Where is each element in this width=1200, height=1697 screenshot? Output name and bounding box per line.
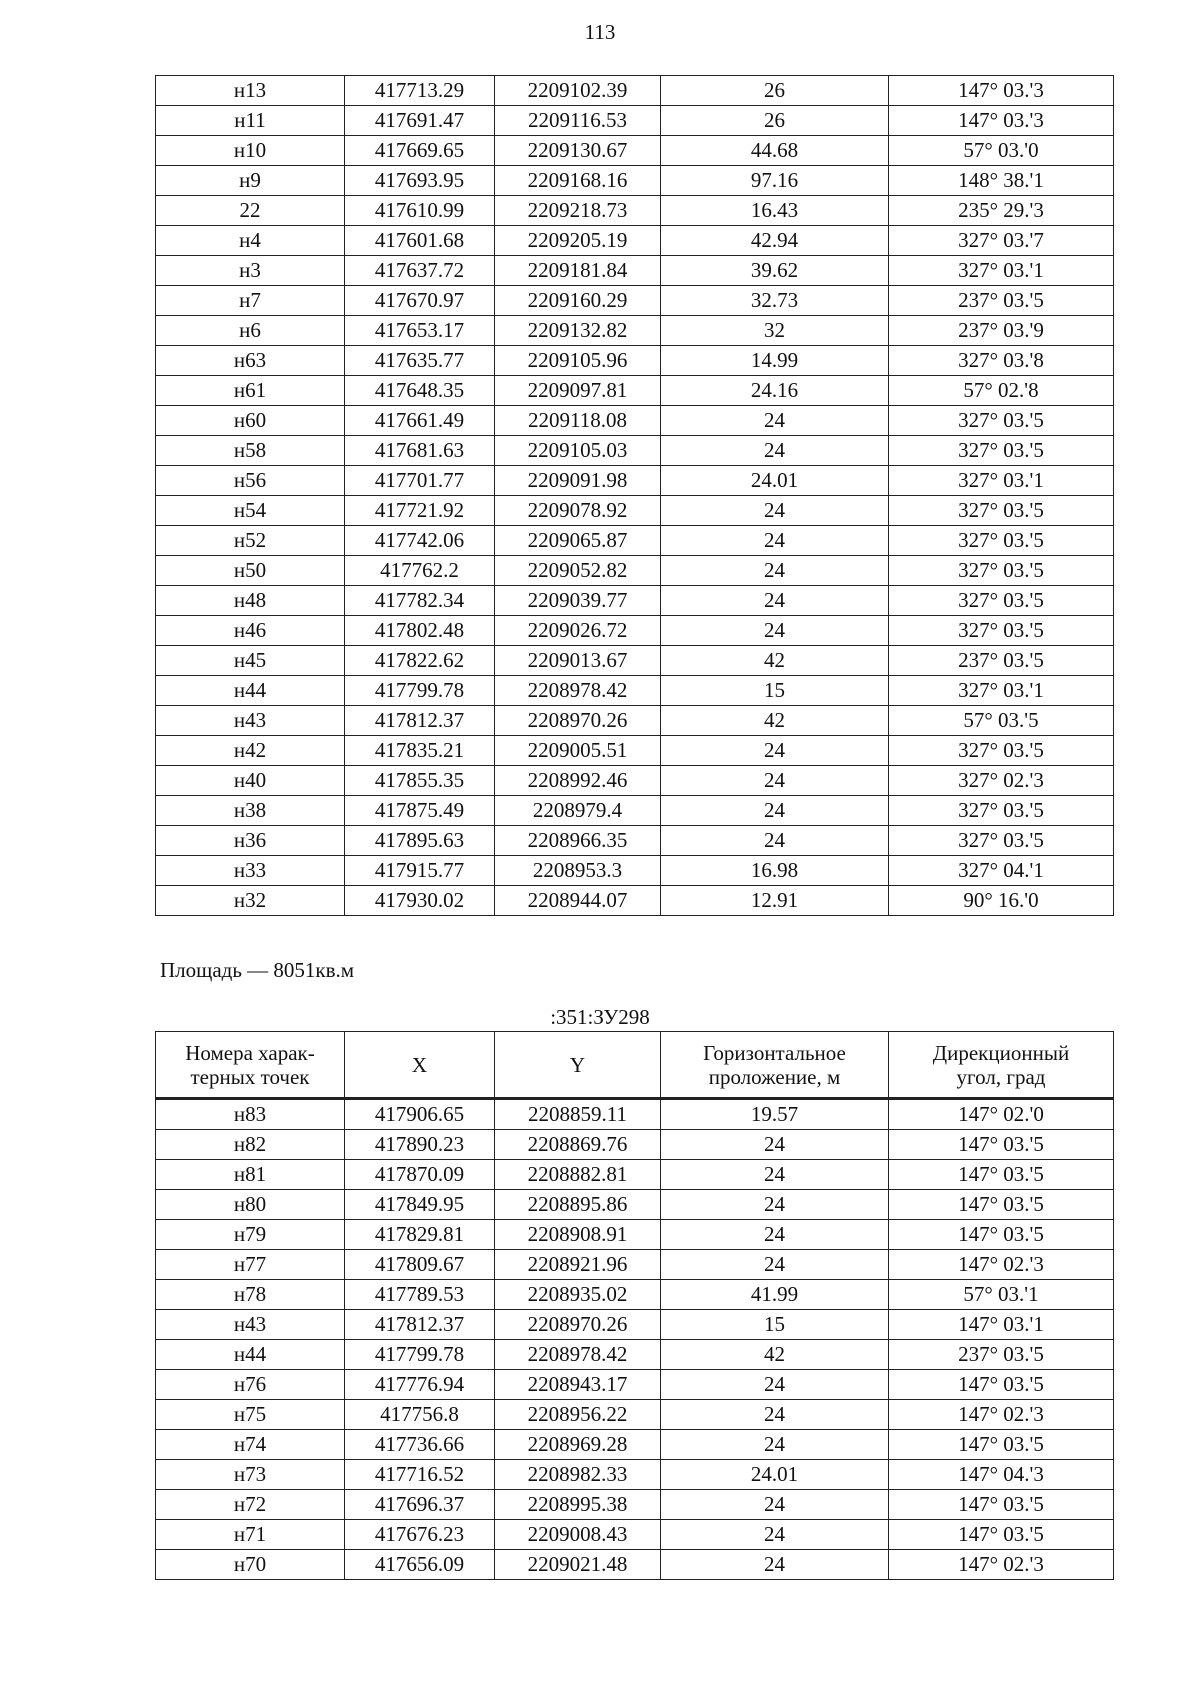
y-coordinate-cell: 2208992.46	[495, 766, 661, 796]
table-row	[156, 1400, 1114, 1430]
y-coordinate-cell: 2208859.11	[495, 1099, 661, 1130]
y-coordinate-cell: 2209097.81	[495, 376, 661, 406]
point-number-cell: н74	[156, 1430, 345, 1460]
horizontal-distance-cell: 24	[661, 616, 889, 646]
coordinates-table-body	[156, 76, 1114, 916]
x-coordinate-cell: 417670.97	[345, 286, 495, 316]
y-coordinate-cell: 2209105.03	[495, 436, 661, 466]
table-row	[156, 556, 1114, 586]
direction-angle-cell: 147° 03.'5	[889, 1130, 1114, 1160]
horizontal-distance-cell: 24.01	[661, 466, 889, 496]
x-coordinate-cell: 417776.94	[345, 1370, 495, 1400]
x-coordinate-cell: 417849.95	[345, 1190, 495, 1220]
horizontal-distance-cell: 42.94	[661, 226, 889, 256]
table-row	[156, 616, 1114, 646]
table-row	[156, 1220, 1114, 1250]
point-number-cell: н72	[156, 1490, 345, 1520]
x-coordinate-cell: 417812.37	[345, 1310, 495, 1340]
point-number-cell: н58	[156, 436, 345, 466]
table-row	[156, 1460, 1114, 1490]
point-number-cell: н83	[156, 1099, 345, 1130]
point-number-cell: н3	[156, 256, 345, 286]
horizontal-distance-cell: 24	[661, 1250, 889, 1280]
direction-angle-cell: 327° 02.'3	[889, 766, 1114, 796]
y-coordinate-cell: 2208979.4	[495, 796, 661, 826]
point-number-cell: н46	[156, 616, 345, 646]
direction-angle-cell: 237° 03.'9	[889, 316, 1114, 346]
horizontal-distance-cell: 26	[661, 106, 889, 136]
y-coordinate-cell: 2209008.43	[495, 1520, 661, 1550]
direction-angle-cell: 57° 03.'1	[889, 1280, 1114, 1310]
x-coordinate-cell: 417930.02	[345, 886, 495, 916]
horizontal-distance-cell: 24	[661, 1550, 889, 1580]
table-row	[156, 316, 1114, 346]
coordinates-table-body	[156, 1099, 1114, 1580]
table-row	[156, 766, 1114, 796]
table-row	[156, 1430, 1114, 1460]
horizontal-distance-cell: 24	[661, 406, 889, 436]
horizontal-distance-cell: 24	[661, 436, 889, 466]
table-row	[156, 376, 1114, 406]
point-number-cell: н50	[156, 556, 345, 586]
table-row	[156, 676, 1114, 706]
header-row	[156, 1032, 1114, 1099]
coordinates-table-zu298	[155, 1031, 1114, 1580]
y-coordinate-cell: 2208970.26	[495, 706, 661, 736]
point-number-cell: н76	[156, 1370, 345, 1400]
y-coordinate-cell: 2208869.76	[495, 1130, 661, 1160]
direction-angle-cell: 327° 03.'5	[889, 586, 1114, 616]
point-number-cell: н71	[156, 1520, 345, 1550]
y-coordinate-cell: 2208943.17	[495, 1370, 661, 1400]
horizontal-distance-cell: 32.73	[661, 286, 889, 316]
table-row	[156, 1280, 1114, 1310]
direction-angle-cell: 327° 03.'5	[889, 556, 1114, 586]
table-row	[156, 1550, 1114, 1580]
y-coordinate-cell: 2208935.02	[495, 1280, 661, 1310]
direction-angle-cell: 147° 02.'0	[889, 1099, 1114, 1130]
table-row	[156, 346, 1114, 376]
table-row	[156, 466, 1114, 496]
direction-angle-cell: 148° 38.'1	[889, 166, 1114, 196]
horizontal-distance-cell: 24	[661, 1400, 889, 1430]
point-number-cell: н11	[156, 106, 345, 136]
x-coordinate-cell: 417789.53	[345, 1280, 495, 1310]
x-coordinate-cell: 417829.81	[345, 1220, 495, 1250]
x-coordinate-cell: 417809.67	[345, 1250, 495, 1280]
header-y: Y	[495, 1032, 661, 1099]
direction-angle-cell: 147° 03.'5	[889, 1430, 1114, 1460]
horizontal-distance-cell: 24	[661, 736, 889, 766]
y-coordinate-cell: 2208953.3	[495, 856, 661, 886]
horizontal-distance-cell: 42	[661, 1340, 889, 1370]
horizontal-distance-cell: 24	[661, 1220, 889, 1250]
direction-angle-cell: 147° 02.'3	[889, 1550, 1114, 1580]
horizontal-distance-cell: 24	[661, 556, 889, 586]
point-number-cell: н6	[156, 316, 345, 346]
table-row	[156, 1310, 1114, 1340]
point-number-cell: н61	[156, 376, 345, 406]
y-coordinate-cell: 2209005.51	[495, 736, 661, 766]
point-number-cell: н4	[156, 226, 345, 256]
horizontal-distance-cell: 15	[661, 1310, 889, 1340]
area-note: Площадь — 8051кв.м	[160, 958, 355, 982]
point-number-cell: н13	[156, 76, 345, 106]
point-number-cell: н80	[156, 1190, 345, 1220]
table-row	[156, 1520, 1114, 1550]
point-number-cell: н48	[156, 586, 345, 616]
table-row	[156, 1490, 1114, 1520]
point-number-cell: н43	[156, 706, 345, 736]
table-row	[156, 1370, 1114, 1400]
header-x: X	[345, 1032, 495, 1099]
y-coordinate-cell: 2209118.08	[495, 406, 661, 436]
x-coordinate-cell: 417635.77	[345, 346, 495, 376]
horizontal-distance-cell: 41.99	[661, 1280, 889, 1310]
horizontal-distance-cell: 39.62	[661, 256, 889, 286]
x-coordinate-cell: 417812.37	[345, 706, 495, 736]
horizontal-distance-cell: 24	[661, 796, 889, 826]
table-row	[156, 436, 1114, 466]
direction-angle-cell: 57° 03.'0	[889, 136, 1114, 166]
x-coordinate-cell: 417637.72	[345, 256, 495, 286]
direction-angle-cell: 327° 04.'1	[889, 856, 1114, 886]
y-coordinate-cell: 2209116.53	[495, 106, 661, 136]
header-point-number-line2: терных точек	[190, 1064, 310, 1089]
point-number-cell: н54	[156, 496, 345, 526]
x-coordinate-cell: 417716.52	[345, 1460, 495, 1490]
direction-angle-cell: 327° 03.'1	[889, 466, 1114, 496]
direction-angle-cell: 327° 03.'1	[889, 256, 1114, 286]
point-number-cell: н38	[156, 796, 345, 826]
horizontal-distance-cell: 16.43	[661, 196, 889, 226]
x-coordinate-cell: 417742.06	[345, 526, 495, 556]
y-coordinate-cell: 2209205.19	[495, 226, 661, 256]
x-coordinate-cell: 417701.77	[345, 466, 495, 496]
horizontal-distance-cell: 42	[661, 646, 889, 676]
horizontal-distance-cell: 24.16	[661, 376, 889, 406]
y-coordinate-cell: 2209013.67	[495, 646, 661, 676]
x-coordinate-cell: 417676.23	[345, 1520, 495, 1550]
direction-angle-cell: 327° 03.'5	[889, 526, 1114, 556]
horizontal-distance-cell: 12.91	[661, 886, 889, 916]
point-number-cell: н44	[156, 1340, 345, 1370]
y-coordinate-cell: 2209026.72	[495, 616, 661, 646]
x-coordinate-cell: 417691.47	[345, 106, 495, 136]
x-coordinate-cell: 417610.99	[345, 196, 495, 226]
table-row	[156, 1190, 1114, 1220]
direction-angle-cell: 327° 03.'5	[889, 436, 1114, 466]
table-row	[156, 76, 1114, 106]
y-coordinate-cell: 2209168.16	[495, 166, 661, 196]
point-number-cell: н9	[156, 166, 345, 196]
table-row	[156, 166, 1114, 196]
table-row	[156, 136, 1114, 166]
horizontal-distance-cell: 24	[661, 496, 889, 526]
table-row	[156, 406, 1114, 436]
direction-angle-cell: 147° 03.'5	[889, 1190, 1114, 1220]
x-coordinate-cell: 417601.68	[345, 226, 495, 256]
y-coordinate-cell: 2208956.22	[495, 1400, 661, 1430]
direction-angle-cell: 237° 03.'5	[889, 1340, 1114, 1370]
x-coordinate-cell: 417762.2	[345, 556, 495, 586]
horizontal-distance-cell: 26	[661, 76, 889, 106]
y-coordinate-cell: 2208966.35	[495, 826, 661, 856]
x-coordinate-cell: 417656.09	[345, 1550, 495, 1580]
x-coordinate-cell: 417822.62	[345, 646, 495, 676]
point-number-cell: н60	[156, 406, 345, 436]
y-coordinate-cell: 2209102.39	[495, 76, 661, 106]
x-coordinate-cell: 417756.8	[345, 1400, 495, 1430]
direction-angle-cell: 147° 02.'3	[889, 1400, 1114, 1430]
horizontal-distance-cell: 97.16	[661, 166, 889, 196]
y-coordinate-cell: 2208882.81	[495, 1160, 661, 1190]
table-row	[156, 886, 1114, 916]
horizontal-distance-cell: 15	[661, 676, 889, 706]
table-row	[156, 826, 1114, 856]
horizontal-distance-cell: 24	[661, 826, 889, 856]
point-number-cell: н10	[156, 136, 345, 166]
direction-angle-cell: 327° 03.'5	[889, 496, 1114, 526]
direction-angle-cell: 327° 03.'1	[889, 676, 1114, 706]
point-number-cell: н44	[156, 676, 345, 706]
y-coordinate-cell: 2209078.92	[495, 496, 661, 526]
point-number-cell: н33	[156, 856, 345, 886]
direction-angle-cell: 147° 03.'5	[889, 1490, 1114, 1520]
point-number-cell: н52	[156, 526, 345, 556]
direction-angle-cell: 327° 03.'5	[889, 616, 1114, 646]
x-coordinate-cell: 417915.77	[345, 856, 495, 886]
point-number-cell: н79	[156, 1220, 345, 1250]
table-header	[156, 1032, 1114, 1099]
table-row	[156, 196, 1114, 226]
x-coordinate-cell: 417855.35	[345, 766, 495, 796]
x-coordinate-cell: 417906.65	[345, 1099, 495, 1130]
x-coordinate-cell: 417799.78	[345, 676, 495, 706]
point-number-cell: 22	[156, 196, 345, 226]
point-number-cell: н82	[156, 1130, 345, 1160]
x-coordinate-cell: 417875.49	[345, 796, 495, 826]
table-row	[156, 496, 1114, 526]
point-number-cell: н42	[156, 736, 345, 766]
x-coordinate-cell: 417648.35	[345, 376, 495, 406]
x-coordinate-cell: 417681.63	[345, 436, 495, 466]
y-coordinate-cell: 2209130.67	[495, 136, 661, 166]
header-angle-line2: угол, град	[956, 1064, 1046, 1089]
coordinates-table-continued	[155, 75, 1114, 916]
y-coordinate-cell: 2209021.48	[495, 1550, 661, 1580]
table-row	[156, 706, 1114, 736]
table-caption: :351:ЗУ298	[550, 1005, 650, 1029]
point-number-cell: н77	[156, 1250, 345, 1280]
header-direction-angle	[889, 1032, 1114, 1099]
y-coordinate-cell: 2208944.07	[495, 886, 661, 916]
header-point-number-line1: Номера харак-	[185, 1040, 315, 1065]
table-row	[156, 526, 1114, 556]
point-number-cell: н75	[156, 1400, 345, 1430]
direction-angle-cell: 327° 03.'8	[889, 346, 1114, 376]
horizontal-distance-cell: 42	[661, 706, 889, 736]
direction-angle-cell: 237° 03.'5	[889, 646, 1114, 676]
direction-angle-cell: 327° 03.'7	[889, 226, 1114, 256]
y-coordinate-cell: 2208995.38	[495, 1490, 661, 1520]
horizontal-distance-cell: 24	[661, 1160, 889, 1190]
point-number-cell: н63	[156, 346, 345, 376]
table-row	[156, 1130, 1114, 1160]
y-coordinate-cell: 2209039.77	[495, 586, 661, 616]
direction-angle-cell: 327° 03.'5	[889, 406, 1114, 436]
table-row	[156, 736, 1114, 766]
table-row	[156, 1250, 1114, 1280]
point-number-cell: н40	[156, 766, 345, 796]
horizontal-distance-cell: 19.57	[661, 1099, 889, 1130]
point-number-cell: н7	[156, 286, 345, 316]
y-coordinate-cell: 2208982.33	[495, 1460, 661, 1490]
y-coordinate-cell: 2209105.96	[495, 346, 661, 376]
point-number-cell: н43	[156, 1310, 345, 1340]
x-coordinate-cell: 417895.63	[345, 826, 495, 856]
x-coordinate-cell: 417661.49	[345, 406, 495, 436]
y-coordinate-cell: 2208895.86	[495, 1190, 661, 1220]
direction-angle-cell: 235° 29.'3	[889, 196, 1114, 226]
direction-angle-cell: 147° 02.'3	[889, 1250, 1114, 1280]
x-coordinate-cell: 417802.48	[345, 616, 495, 646]
direction-angle-cell: 147° 03.'5	[889, 1160, 1114, 1190]
horizontal-distance-cell: 24	[661, 1490, 889, 1520]
point-number-cell: н70	[156, 1550, 345, 1580]
point-number-cell: н73	[156, 1460, 345, 1490]
horizontal-distance-cell: 24	[661, 1130, 889, 1160]
x-coordinate-cell: 417736.66	[345, 1430, 495, 1460]
horizontal-distance-cell: 24	[661, 586, 889, 616]
horizontal-distance-cell: 16.98	[661, 856, 889, 886]
page-number: 113	[584, 20, 616, 44]
x-coordinate-cell: 417721.92	[345, 496, 495, 526]
direction-angle-cell: 237° 03.'5	[889, 286, 1114, 316]
x-coordinate-cell: 417799.78	[345, 1340, 495, 1370]
x-coordinate-cell: 417713.29	[345, 76, 495, 106]
y-coordinate-cell: 2208908.91	[495, 1220, 661, 1250]
y-coordinate-cell: 2209160.29	[495, 286, 661, 316]
header-distance-line2: проложение, м	[708, 1064, 841, 1089]
direction-angle-cell: 147° 03.'3	[889, 76, 1114, 106]
y-coordinate-cell: 2208978.42	[495, 1340, 661, 1370]
horizontal-distance-cell: 24	[661, 1190, 889, 1220]
x-coordinate-cell: 417653.17	[345, 316, 495, 346]
point-number-cell: н45	[156, 646, 345, 676]
table-row	[156, 1160, 1114, 1190]
x-coordinate-cell: 417782.34	[345, 586, 495, 616]
y-coordinate-cell: 2209132.82	[495, 316, 661, 346]
x-coordinate-cell: 417669.65	[345, 136, 495, 166]
y-coordinate-cell: 2208921.96	[495, 1250, 661, 1280]
table-row	[156, 796, 1114, 826]
table-row	[156, 1340, 1114, 1370]
header-horizontal-distance	[661, 1032, 889, 1099]
horizontal-distance-cell: 24	[661, 1430, 889, 1460]
y-coordinate-cell: 2209218.73	[495, 196, 661, 226]
direction-angle-cell: 147° 03.'3	[889, 106, 1114, 136]
x-coordinate-cell: 417890.23	[345, 1130, 495, 1160]
direction-angle-cell: 147° 04.'3	[889, 1460, 1114, 1490]
header-distance-line1: Горизонтальное	[703, 1040, 846, 1065]
horizontal-distance-cell: 44.68	[661, 136, 889, 166]
table-row	[156, 646, 1114, 676]
table-row	[156, 226, 1114, 256]
y-coordinate-cell: 2208969.28	[495, 1430, 661, 1460]
table-row	[156, 1099, 1114, 1130]
header-angle-line1: Дирекционный	[932, 1040, 1070, 1065]
point-number-cell: н78	[156, 1280, 345, 1310]
table-row	[156, 286, 1114, 316]
y-coordinate-cell: 2209052.82	[495, 556, 661, 586]
horizontal-distance-cell: 24	[661, 1520, 889, 1550]
direction-angle-cell: 327° 03.'5	[889, 826, 1114, 856]
point-number-cell: н56	[156, 466, 345, 496]
horizontal-distance-cell: 24	[661, 1370, 889, 1400]
horizontal-distance-cell: 24	[661, 766, 889, 796]
direction-angle-cell: 147° 03.'5	[889, 1220, 1114, 1250]
horizontal-distance-cell: 24	[661, 526, 889, 556]
y-coordinate-cell: 2208970.26	[495, 1310, 661, 1340]
y-coordinate-cell: 2209065.87	[495, 526, 661, 556]
table-row	[156, 256, 1114, 286]
point-number-cell: н32	[156, 886, 345, 916]
x-coordinate-cell: 417696.37	[345, 1490, 495, 1520]
x-coordinate-cell: 417693.95	[345, 166, 495, 196]
horizontal-distance-cell: 24.01	[661, 1460, 889, 1490]
direction-angle-cell: 147° 03.'1	[889, 1310, 1114, 1340]
direction-angle-cell: 147° 03.'5	[889, 1370, 1114, 1400]
y-coordinate-cell: 2208978.42	[495, 676, 661, 706]
direction-angle-cell: 147° 03.'5	[889, 1520, 1114, 1550]
x-coordinate-cell: 417870.09	[345, 1160, 495, 1190]
direction-angle-cell: 57° 03.'5	[889, 706, 1114, 736]
horizontal-distance-cell: 14.99	[661, 346, 889, 376]
y-coordinate-cell: 2209091.98	[495, 466, 661, 496]
direction-angle-cell: 90° 16.'0	[889, 886, 1114, 916]
table-row	[156, 586, 1114, 616]
table-row	[156, 856, 1114, 886]
direction-angle-cell: 57° 02.'8	[889, 376, 1114, 406]
direction-angle-cell: 327° 03.'5	[889, 796, 1114, 826]
horizontal-distance-cell: 32	[661, 316, 889, 346]
point-number-cell: н36	[156, 826, 345, 856]
header-point-number	[156, 1032, 345, 1099]
point-number-cell: н81	[156, 1160, 345, 1190]
y-coordinate-cell: 2209181.84	[495, 256, 661, 286]
x-coordinate-cell: 417835.21	[345, 736, 495, 766]
table-row	[156, 106, 1114, 136]
direction-angle-cell: 327° 03.'5	[889, 736, 1114, 766]
